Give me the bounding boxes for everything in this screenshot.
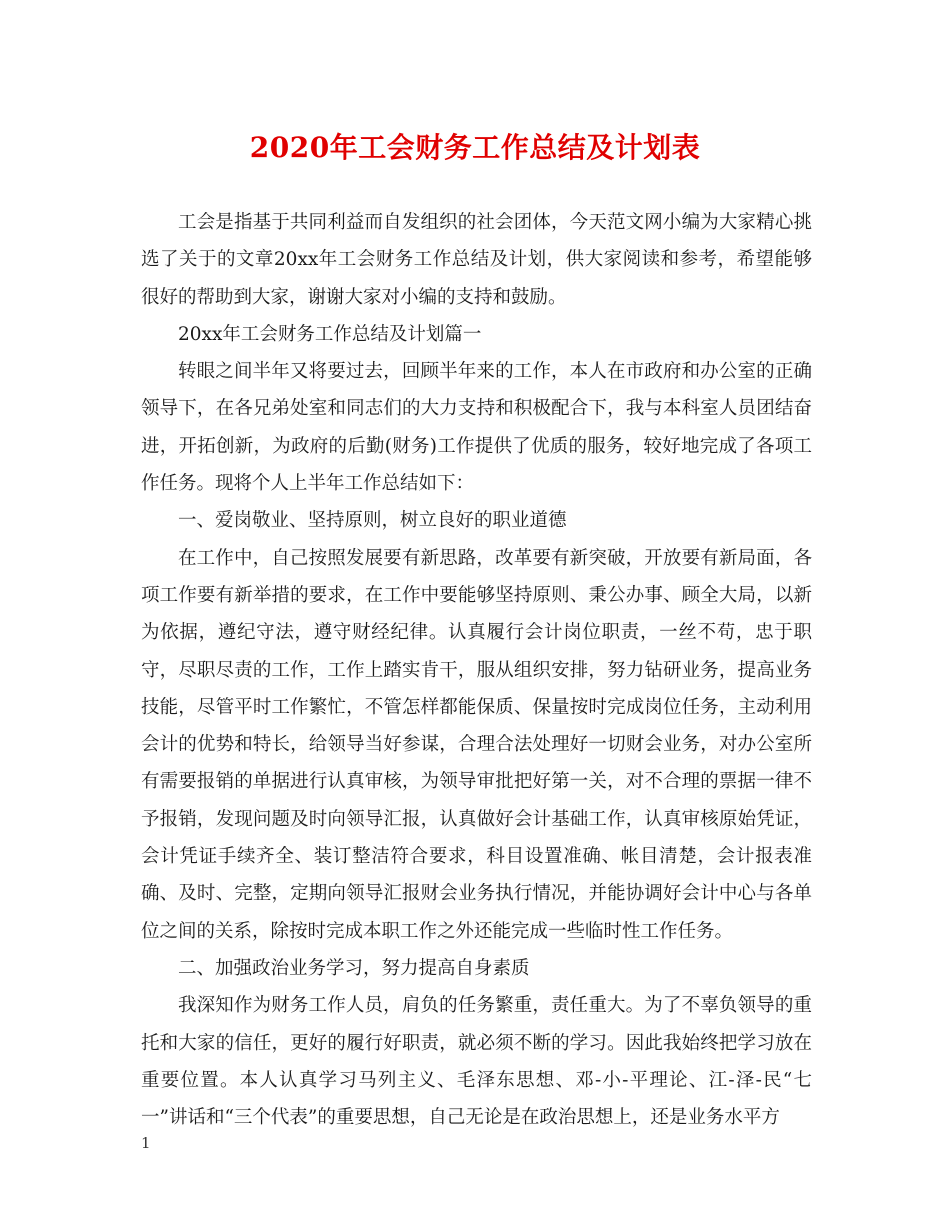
section-1-paragraph: 在工作中，自己按照发展要有新思路，改革要有新突破，开放要有新局面，各项工作要有新举措的要求，在工作中要能够坚持原则、秉公办事、顾全大局，以新为依据，遵纪守法，遵守财经纪律。认真履行会计岗位职责，一丝不苟，忠于职守，尽职尽责的工作，工作上踏实肯干，服从组织安排，努力钻研业务，提高业务技能，尽管平时工作繁忙，不管怎样都能保质、保量按时完成岗位任务，主动利用会计的优势和特长，给领导当好参谋，合理合法处理好一切财会业务，对办公室所有需要报销的单据进行认真审核，为领导审批把好第一关，对不合理的票据一律不予报销，发现问题及时向领导汇报，认真做好会计基础工作，认真审核原始凭证，会计凭证手续齐全、装订整洁符合要求，科目设置准确、帐目清楚，会计报表准确、及时、完整，定期向领导汇报财会业务执行情况，并能协调好会计中心与各单位之间的关系，除按时完成本职工作之外还能完成一些临时性工作任务。	[141, 547, 812, 942]
section-2-paragraph: 我深知作为财务工作人员，肩负的任务繁重，责任重大。为了不辜负领导的重托和大家的信任，更好的履行好职责，就必须不断的学习。因此我始终把学习放在重要位置。本人认真学习马列主义、毛泽东思想、邓-小-平理论、江-泽-民“七一”讲话和“三个代表”的重要思想，自己无论是在政治思想上，还是业务水平方	[141, 995, 812, 1129]
section-heading-part-one: 20xx年工会财务工作总结及计划篇一	[178, 323, 482, 345]
document-body	[141, 204, 812, 1136]
document-title: 2020年工会财务工作总结及计划表	[249, 131, 701, 164]
opening-paragraph: 转眼之间半年又将要过去，回顾半年来的工作，本人在市政府和办公室的正确领导下，在各兄弟处室和同志们的大力支持和积极配合下，我与本科室人员团结奋进，开拓创新，为政府的后勤(财务)工作提供了优质的服务，较好地完成了各项工作任务。现将个人上半年工作总结如下：	[141, 361, 812, 495]
section-heading-1: 一、爱岗敬业、坚持原则，树立良好的职业道德	[178, 510, 567, 532]
section-heading-2: 二、加强政治业务学习，努力提高自身素质	[178, 957, 530, 979]
intro-paragraph: 工会是指基于共同利益而自发组织的社会团体，今天范文网小编为大家精心挑选了关于的文章20xx年工会财务工作总结及计划，供大家阅读和参考，希望能够很好的帮助到大家，谢谢大家对小编的支持和鼓励。	[141, 212, 812, 308]
page-number: 1	[141, 1134, 151, 1152]
